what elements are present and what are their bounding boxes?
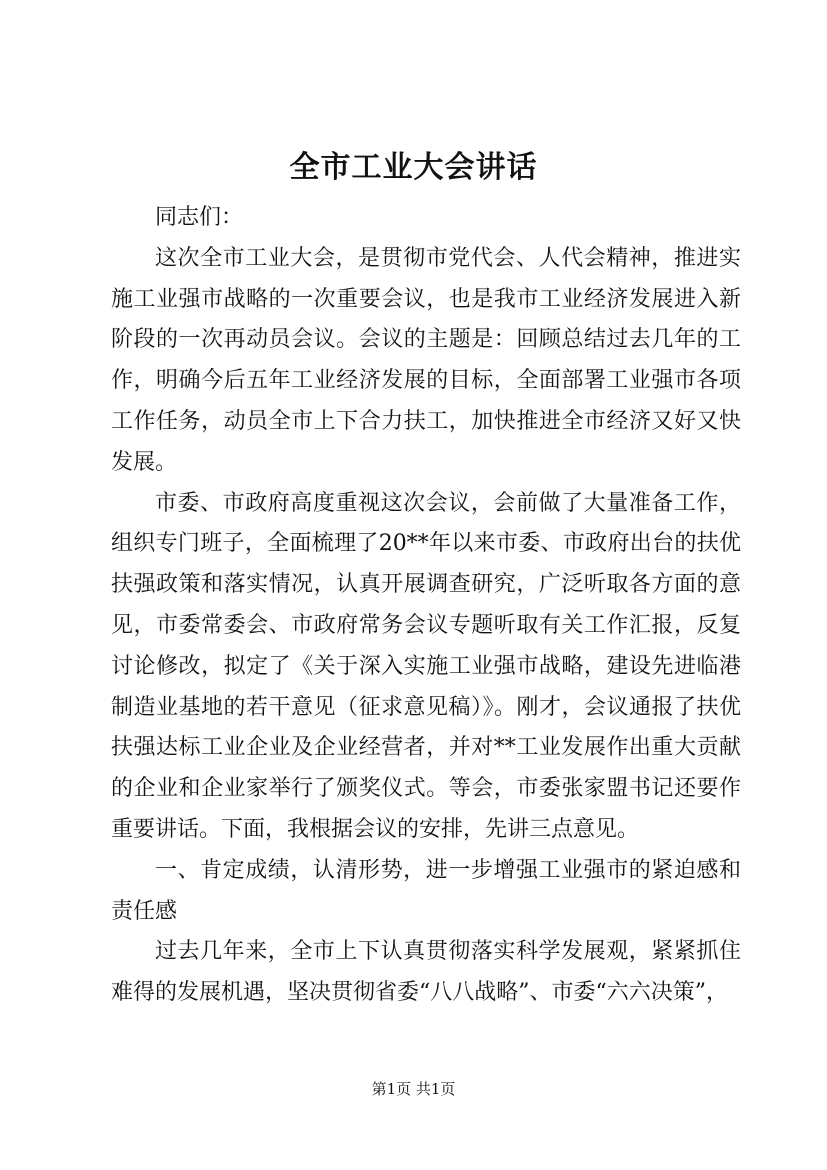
- section-heading-one: 一、肯定成绩，认清形势，进一步增强工业强市的紧迫感和责任感: [111, 857, 741, 924]
- greeting: 同志们：: [155, 205, 244, 230]
- paragraph-achievements: 过去几年来，全市上下认真贯彻落实科学发展观，紧紧抓住难得的发展机遇，坚决贯彻省委“八八战略”、市委“六六决策”，: [111, 939, 741, 1006]
- document-title: 全市工业大会讲话: [289, 150, 538, 185]
- paragraph-preparation: 市委、市政府高度重视这次会议，会前做了大量准备工作，组织专门班子，全面梳理了20**年以来市委、市政府出台的扶优扶强政策和落实情况，认真开展调查研究，广泛听取各方面的意见，市委常委会、市政府常务会议专题听取有关工作汇报，反复讨论修改，拟定了《关于深入实施工业强市战略，建设先进临港制造业基地的若干意见（征求意见稿）》。刚才，会议通报了扶优扶强达标工业企业及企业经营者，并对**工业发展作出重大贡献的企业和企业家举行了颁奖仪式。等会，市委张家盟书记还要作重要讲话。下面，我根据会议的安排，先讲三点意见。: [111, 490, 741, 842]
- paragraph-intro: 这次全市工业大会，是贯彻市党代会、人代会精神，推进实施工业强市战略的一次重要会议，也是我市工业经济发展进入新阶段的一次再动员会议。会议的主题是：回顾总结过去几年的工作，明确今后五年工业经济发展的目标，全面部署工业强市各项工作任务，动员全市上下合力扶工，加快推进全市经济又好又快发展。: [111, 245, 741, 475]
- document-body: [111, 198, 741, 1014]
- page-footer: 第1页 共1页: [371, 1080, 456, 1098]
